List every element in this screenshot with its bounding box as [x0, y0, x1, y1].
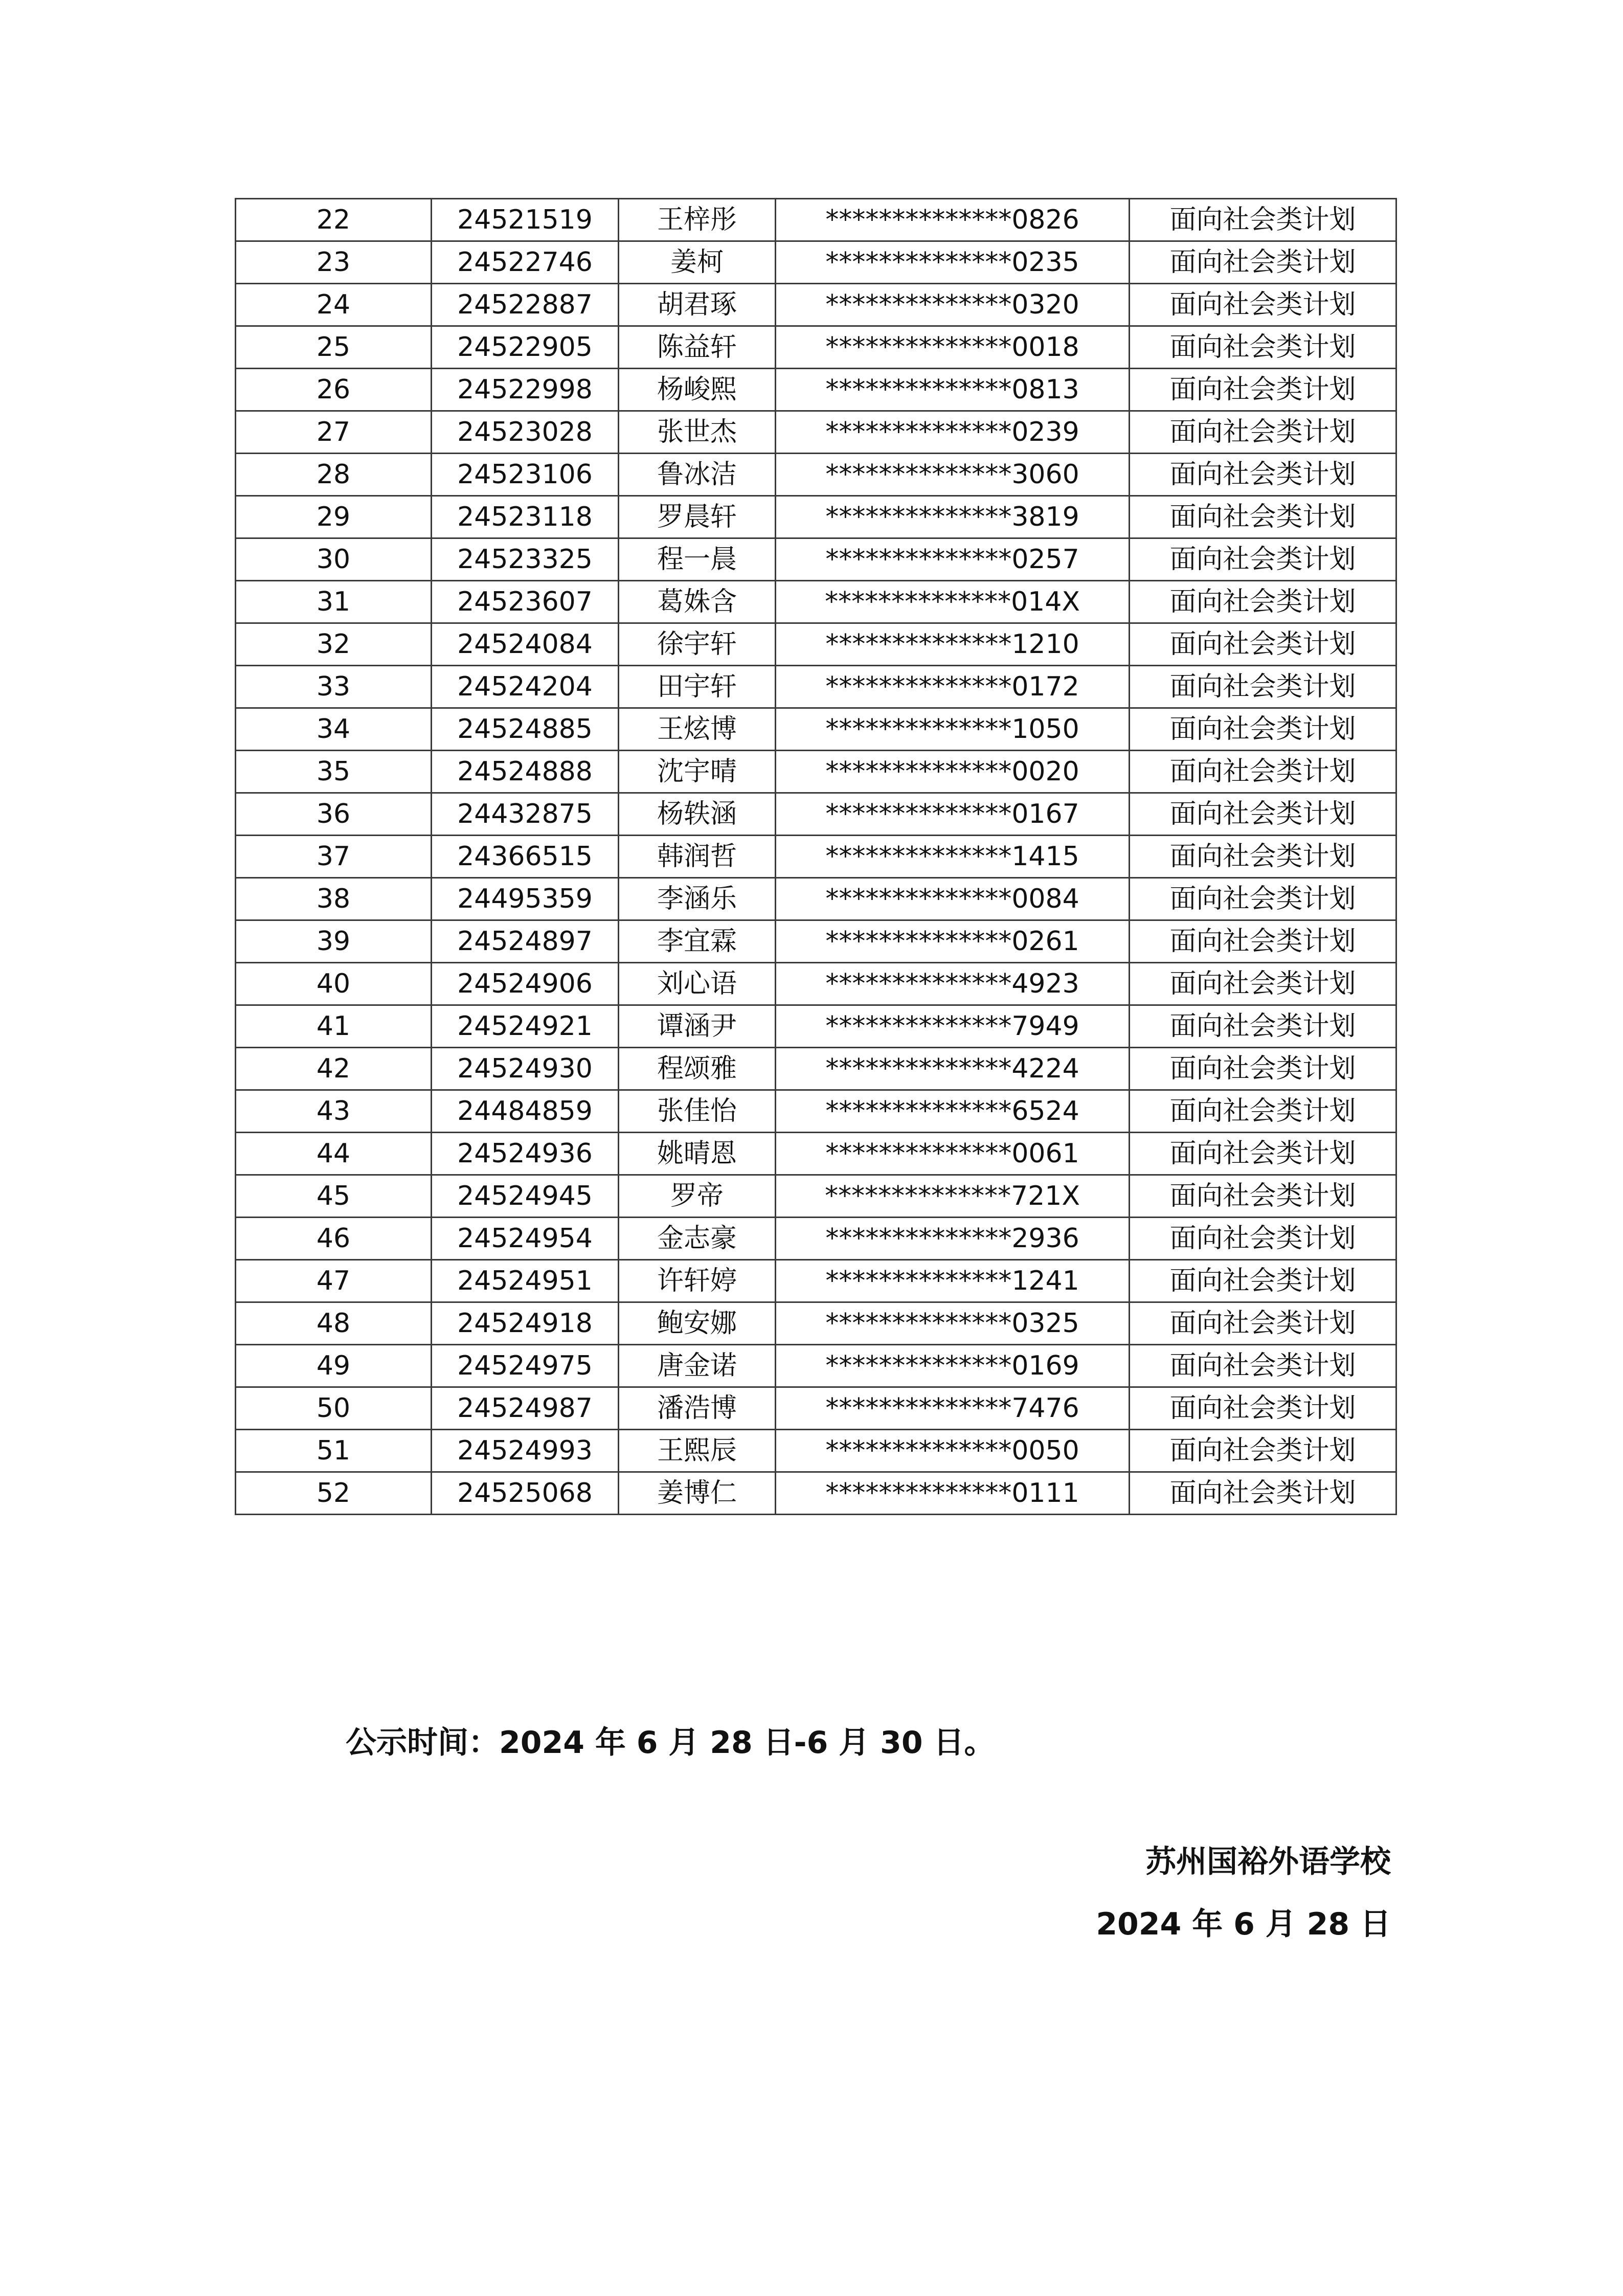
- cell-serial-number: 30: [236, 538, 432, 581]
- cell-exam-number: 24524987: [432, 1387, 619, 1430]
- cell-serial-number: 38: [236, 878, 432, 920]
- cell-admission-plan: 面向社会类计划: [1130, 751, 1396, 793]
- cell-masked-id-number: **************0261: [776, 920, 1130, 963]
- cell-admission-plan: 面向社会类计划: [1130, 708, 1396, 751]
- cell-masked-id-number: **************0325: [776, 1302, 1130, 1345]
- cell-exam-number: 24432875: [432, 793, 619, 836]
- cell-student-name: 杨峻熙: [619, 369, 776, 411]
- table-row: [236, 793, 1396, 836]
- cell-masked-id-number: **************0018: [776, 326, 1130, 369]
- table-row: [236, 963, 1396, 1005]
- cell-student-name: 胡君琢: [619, 284, 776, 326]
- cell-serial-number: 24: [236, 284, 432, 326]
- cell-exam-number: 24522887: [432, 284, 619, 326]
- cell-admission-plan: 面向社会类计划: [1130, 1302, 1396, 1345]
- cell-admission-plan: 面向社会类计划: [1130, 1345, 1396, 1387]
- table-row: [236, 878, 1396, 920]
- cell-student-name: 李涵乐: [619, 878, 776, 920]
- table-row: [236, 1302, 1396, 1345]
- cell-serial-number: 52: [236, 1472, 432, 1515]
- cell-serial-number: 35: [236, 751, 432, 793]
- cell-masked-id-number: **************0235: [776, 241, 1130, 284]
- cell-exam-number: 24523607: [432, 581, 619, 623]
- table-row: [236, 1005, 1396, 1048]
- cell-admission-plan: 面向社会类计划: [1130, 793, 1396, 836]
- cell-exam-number: 24523106: [432, 454, 619, 496]
- cell-student-name: 徐宇轩: [619, 623, 776, 666]
- cell-serial-number: 44: [236, 1133, 432, 1175]
- cell-admission-plan: 面向社会类计划: [1130, 1175, 1396, 1218]
- table-row: [236, 1048, 1396, 1090]
- cell-exam-number: 24524993: [432, 1430, 619, 1472]
- cell-admission-plan: 面向社会类计划: [1130, 581, 1396, 623]
- cell-serial-number: 28: [236, 454, 432, 496]
- cell-serial-number: 43: [236, 1090, 432, 1133]
- cell-masked-id-number: **************1210: [776, 623, 1130, 666]
- cell-admission-plan: 面向社会类计划: [1130, 1260, 1396, 1302]
- cell-masked-id-number: **************0172: [776, 666, 1130, 708]
- cell-masked-id-number: **************0813: [776, 369, 1130, 411]
- admission-roster-table: [235, 198, 1397, 1515]
- cell-student-name: 罗晨轩: [619, 496, 776, 538]
- cell-exam-number: 24524888: [432, 751, 619, 793]
- cell-exam-number: 24495359: [432, 878, 619, 920]
- cell-student-name: 姜柯: [619, 241, 776, 284]
- cell-exam-number: 24524951: [432, 1260, 619, 1302]
- cell-student-name: 鲍安娜: [619, 1302, 776, 1345]
- cell-student-name: 李宜霖: [619, 920, 776, 963]
- publicity-period-notice: 公示时间：2024 年 6 月 28 日-6 月 30 日。: [346, 1725, 995, 1761]
- cell-masked-id-number: **************0169: [776, 1345, 1130, 1387]
- cell-serial-number: 34: [236, 708, 432, 751]
- cell-masked-id-number: **************0257: [776, 538, 1130, 581]
- cell-serial-number: 51: [236, 1430, 432, 1472]
- cell-exam-number: 24524084: [432, 623, 619, 666]
- cell-masked-id-number: **************0320: [776, 284, 1130, 326]
- cell-exam-number: 24366515: [432, 836, 619, 878]
- cell-serial-number: 36: [236, 793, 432, 836]
- cell-student-name: 金志豪: [619, 1218, 776, 1260]
- cell-student-name: 张世杰: [619, 411, 776, 454]
- table-row: [236, 1175, 1396, 1218]
- cell-admission-plan: 面向社会类计划: [1130, 963, 1396, 1005]
- cell-admission-plan: 面向社会类计划: [1130, 1005, 1396, 1048]
- cell-serial-number: 31: [236, 581, 432, 623]
- cell-exam-number: 24523028: [432, 411, 619, 454]
- cell-admission-plan: 面向社会类计划: [1130, 878, 1396, 920]
- cell-serial-number: 37: [236, 836, 432, 878]
- table-row: [236, 1345, 1396, 1387]
- cell-admission-plan: 面向社会类计划: [1130, 241, 1396, 284]
- cell-masked-id-number: **************7476: [776, 1387, 1130, 1430]
- cell-student-name: 田宇轩: [619, 666, 776, 708]
- cell-serial-number: 32: [236, 623, 432, 666]
- cell-exam-number: 24524906: [432, 963, 619, 1005]
- cell-exam-number: 24525068: [432, 1472, 619, 1515]
- table-row: [236, 666, 1396, 708]
- cell-serial-number: 40: [236, 963, 432, 1005]
- table-row: [236, 1387, 1396, 1430]
- cell-masked-id-number: **************1241: [776, 1260, 1130, 1302]
- cell-serial-number: 46: [236, 1218, 432, 1260]
- cell-admission-plan: 面向社会类计划: [1130, 411, 1396, 454]
- cell-student-name: 唐金诺: [619, 1345, 776, 1387]
- table-row: [236, 1218, 1396, 1260]
- table-row: [236, 454, 1396, 496]
- cell-exam-number: 24524975: [432, 1345, 619, 1387]
- table-row: [236, 538, 1396, 581]
- cell-exam-number: 24524936: [432, 1133, 619, 1175]
- signature-date: 2024 年 6 月 28 日: [1096, 1906, 1391, 1942]
- cell-masked-id-number: **************0050: [776, 1430, 1130, 1472]
- cell-admission-plan: 面向社会类计划: [1130, 284, 1396, 326]
- cell-masked-id-number: **************3060: [776, 454, 1130, 496]
- cell-masked-id-number: **************4224: [776, 1048, 1130, 1090]
- table-row: [236, 369, 1396, 411]
- table-row: [236, 623, 1396, 666]
- cell-student-name: 姚晴恩: [619, 1133, 776, 1175]
- cell-serial-number: 27: [236, 411, 432, 454]
- cell-exam-number: 24524945: [432, 1175, 619, 1218]
- table-row: [236, 920, 1396, 963]
- cell-masked-id-number: **************014X: [776, 581, 1130, 623]
- cell-serial-number: 33: [236, 666, 432, 708]
- cell-exam-number: 24484859: [432, 1090, 619, 1133]
- signature-block: [1096, 1831, 1391, 1955]
- cell-serial-number: 26: [236, 369, 432, 411]
- cell-student-name: 谭涵尹: [619, 1005, 776, 1048]
- cell-student-name: 程一晨: [619, 538, 776, 581]
- cell-serial-number: 29: [236, 496, 432, 538]
- cell-serial-number: 39: [236, 920, 432, 963]
- cell-admission-plan: 面向社会类计划: [1130, 666, 1396, 708]
- cell-admission-plan: 面向社会类计划: [1130, 326, 1396, 369]
- cell-masked-id-number: **************6524: [776, 1090, 1130, 1133]
- cell-student-name: 程颂雅: [619, 1048, 776, 1090]
- cell-masked-id-number: **************7949: [776, 1005, 1130, 1048]
- cell-masked-id-number: **************0061: [776, 1133, 1130, 1175]
- cell-exam-number: 24524921: [432, 1005, 619, 1048]
- cell-masked-id-number: **************0239: [776, 411, 1130, 454]
- cell-student-name: 姜博仁: [619, 1472, 776, 1515]
- table-row: [236, 751, 1396, 793]
- cell-masked-id-number: **************721X: [776, 1175, 1130, 1218]
- cell-exam-number: 24522905: [432, 326, 619, 369]
- table-row: [236, 1430, 1396, 1472]
- cell-student-name: 张佳怡: [619, 1090, 776, 1133]
- roster-body: [236, 199, 1396, 1515]
- cell-student-name: 潘浩博: [619, 1387, 776, 1430]
- cell-admission-plan: 面向社会类计划: [1130, 199, 1396, 241]
- cell-student-name: 韩润哲: [619, 836, 776, 878]
- table-row: [236, 1090, 1396, 1133]
- cell-student-name: 王梓彤: [619, 199, 776, 241]
- cell-student-name: 王熙辰: [619, 1430, 776, 1472]
- cell-admission-plan: 面向社会类计划: [1130, 1387, 1396, 1430]
- cell-student-name: 王炫博: [619, 708, 776, 751]
- cell-admission-plan: 面向社会类计划: [1130, 1090, 1396, 1133]
- cell-masked-id-number: **************2936: [776, 1218, 1130, 1260]
- cell-masked-id-number: **************0167: [776, 793, 1130, 836]
- table-row: [236, 199, 1396, 241]
- cell-masked-id-number: **************1415: [776, 836, 1130, 878]
- table-row: [236, 411, 1396, 454]
- cell-admission-plan: 面向社会类计划: [1130, 496, 1396, 538]
- cell-exam-number: 24524954: [432, 1218, 619, 1260]
- cell-student-name: 杨轶涵: [619, 793, 776, 836]
- cell-admission-plan: 面向社会类计划: [1130, 538, 1396, 581]
- cell-exam-number: 24524930: [432, 1048, 619, 1090]
- cell-exam-number: 24521519: [432, 199, 619, 241]
- cell-student-name: 陈益轩: [619, 326, 776, 369]
- table-row: [236, 1133, 1396, 1175]
- cell-admission-plan: 面向社会类计划: [1130, 1048, 1396, 1090]
- table-row: [236, 284, 1396, 326]
- cell-admission-plan: 面向社会类计划: [1130, 836, 1396, 878]
- cell-admission-plan: 面向社会类计划: [1130, 623, 1396, 666]
- school-name: 苏州国裕外语学校: [1145, 1844, 1391, 1880]
- table-row: [236, 1260, 1396, 1302]
- cell-serial-number: 42: [236, 1048, 432, 1090]
- cell-exam-number: 24524204: [432, 666, 619, 708]
- cell-student-name: 许轩婷: [619, 1260, 776, 1302]
- cell-exam-number: 24524885: [432, 708, 619, 751]
- cell-masked-id-number: **************0084: [776, 878, 1130, 920]
- cell-student-name: 鲁冰洁: [619, 454, 776, 496]
- cell-admission-plan: 面向社会类计划: [1130, 1430, 1396, 1472]
- cell-masked-id-number: **************0020: [776, 751, 1130, 793]
- cell-serial-number: 25: [236, 326, 432, 369]
- cell-masked-id-number: **************0111: [776, 1472, 1130, 1515]
- cell-serial-number: 47: [236, 1260, 432, 1302]
- cell-serial-number: 41: [236, 1005, 432, 1048]
- cell-masked-id-number: **************0826: [776, 199, 1130, 241]
- cell-student-name: 沈宇晴: [619, 751, 776, 793]
- cell-admission-plan: 面向社会类计划: [1130, 1472, 1396, 1515]
- cell-exam-number: 24524918: [432, 1302, 619, 1345]
- cell-admission-plan: 面向社会类计划: [1130, 454, 1396, 496]
- cell-student-name: 罗帝: [619, 1175, 776, 1218]
- cell-serial-number: 50: [236, 1387, 432, 1430]
- cell-admission-plan: 面向社会类计划: [1130, 1133, 1396, 1175]
- cell-admission-plan: 面向社会类计划: [1130, 369, 1396, 411]
- table-row: [236, 496, 1396, 538]
- cell-serial-number: 49: [236, 1345, 432, 1387]
- cell-exam-number: 24524897: [432, 920, 619, 963]
- cell-serial-number: 48: [236, 1302, 432, 1345]
- table-row: [236, 1472, 1396, 1515]
- cell-exam-number: 24523118: [432, 496, 619, 538]
- cell-exam-number: 24523325: [432, 538, 619, 581]
- cell-masked-id-number: **************4923: [776, 963, 1130, 1005]
- table-row: [236, 708, 1396, 751]
- cell-student-name: 刘心语: [619, 963, 776, 1005]
- cell-admission-plan: 面向社会类计划: [1130, 1218, 1396, 1260]
- cell-serial-number: 45: [236, 1175, 432, 1218]
- cell-exam-number: 24522998: [432, 369, 619, 411]
- cell-exam-number: 24522746: [432, 241, 619, 284]
- cell-masked-id-number: **************1050: [776, 708, 1130, 751]
- cell-serial-number: 23: [236, 241, 432, 284]
- table-row: [236, 241, 1396, 284]
- table-row: [236, 836, 1396, 878]
- cell-admission-plan: 面向社会类计划: [1130, 920, 1396, 963]
- cell-serial-number: 22: [236, 199, 432, 241]
- table-row: [236, 326, 1396, 369]
- table-row: [236, 581, 1396, 623]
- cell-student-name: 葛姝含: [619, 581, 776, 623]
- cell-masked-id-number: **************3819: [776, 496, 1130, 538]
